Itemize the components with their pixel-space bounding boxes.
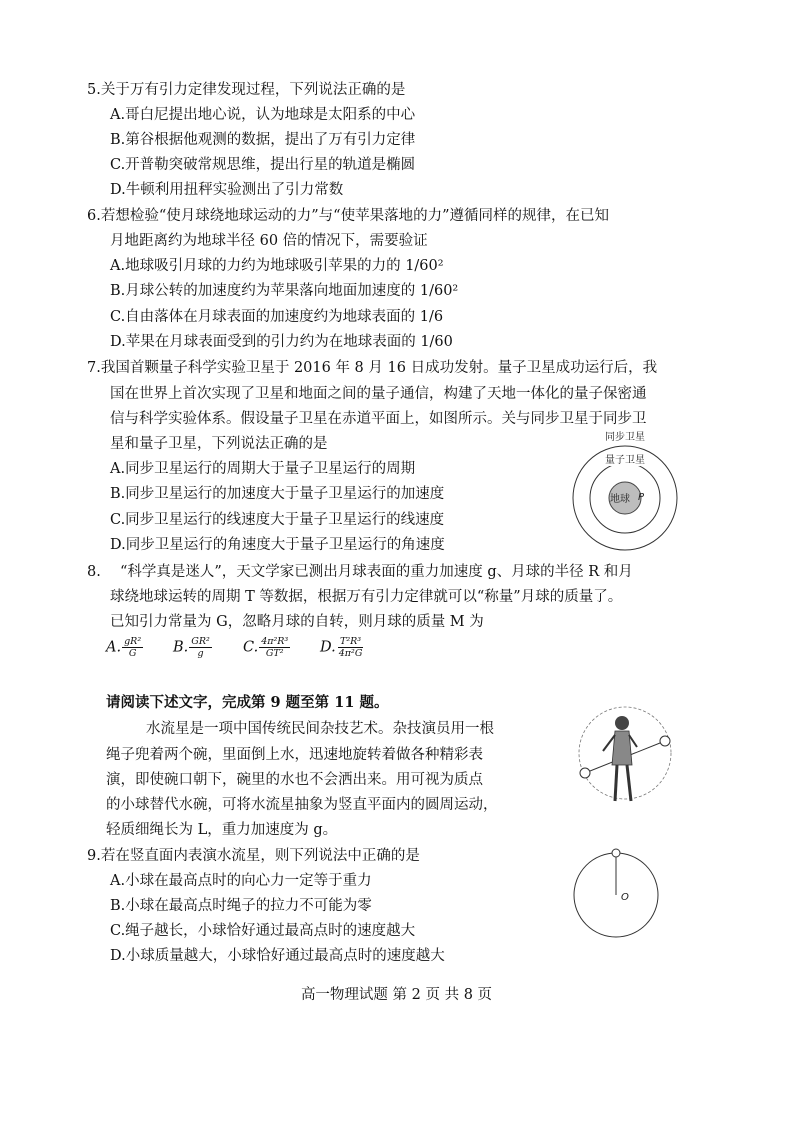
- performer-head: [615, 716, 629, 730]
- q6-stem-line2: 月地距离约为地球半径 60 倍的情况下，需要验证: [110, 233, 428, 249]
- water-meteor-performer-illustration: [575, 703, 675, 813]
- q5-option-b: B.第谷根据他观测的数据，提出了万有引力定律: [110, 132, 416, 148]
- q8-a-label: A.: [106, 639, 122, 656]
- bowl-left: [580, 768, 590, 778]
- q8-option-b: [173, 636, 212, 659]
- q7-stem-line2: 国在世界上首次实现了卫星和地面之间的量子通信，构建了天地一体化的量子保密通: [110, 386, 647, 402]
- bowl-right: [660, 736, 670, 746]
- q8-stem-line2: 球绕地球运转的周期 T 等数据，根据万有引力定律就可以“称量”月球的质量了。: [110, 589, 623, 605]
- q8-c-numerator: 4π²R³: [261, 636, 289, 647]
- q8-d-label: D.: [320, 639, 336, 656]
- q8-option-c: [243, 636, 290, 659]
- q8-c-fraction: [259, 636, 290, 659]
- q8-option-a: [106, 636, 143, 659]
- q8-b-fraction: [189, 636, 212, 659]
- q8-d-fraction: [337, 636, 365, 659]
- q9-option-b: B.小球在最高点时绳子的拉力不可能为零: [110, 898, 372, 914]
- q8-b-denominator: g: [197, 648, 204, 659]
- q6-stem-line1: 6.若想检验“使月球绕地球运动的力”与“使苹果落地的力”遵循同样的规律，在已知: [87, 208, 609, 224]
- q8-d-denominator: 4π²G: [338, 648, 363, 659]
- ball-at-top: [612, 849, 620, 857]
- q7-stem-line1: 7.我国首颗量子科学实验卫星于 2016 年 8 月 16 日成功发射。量子卫星成功运行后，我: [87, 360, 658, 376]
- q8-a-denominator: G: [128, 648, 137, 659]
- q9-option-d: D.小球质量越大，小球恰好通过最高点时的速度越大: [110, 948, 445, 964]
- q6-option-a: A.地球吸引月球的力约为地球吸引苹果的力的 1/60²: [110, 258, 444, 274]
- q8-b-numerator: GR²: [191, 636, 210, 647]
- q5-option-a: A.哥白尼提出地心说，认为地球是太阳系的中心: [110, 107, 416, 123]
- q6-option-d: D.苹果在月球表面受到的引力约为在地球表面的 1/60: [110, 334, 453, 350]
- q5-option-c: C.开普勒突破常规思维，提出行星的轨道是椭圆: [110, 157, 416, 173]
- q7-stem-line4: 星和量子卫星，下列说法正确的是: [110, 436, 328, 452]
- q9-stem: 9.若在竖直面内表演水流星，则下列说法中正确的是: [87, 848, 420, 864]
- passage-line5: 轻质细绳长为 L，重力加速度为 g。: [106, 822, 338, 838]
- passage-line3: 演，即使碗口朝下，碗里的水也不会洒出来。用可视为质点: [106, 772, 483, 788]
- q6-option-b: B.月球公转的加速度约为苹果落向地面加速度的 1/60²: [110, 283, 459, 299]
- quantum-satellite-label: 量子卫星: [605, 455, 645, 466]
- earth-label: 地球: [610, 494, 630, 505]
- satellite-orbit-figure: [565, 428, 685, 556]
- q8-option-d: [320, 636, 364, 659]
- q8-c-denominator: GT²: [265, 648, 284, 659]
- q5-stem: 5.关于万有引力定律发现过程，下列说法正确的是: [87, 82, 406, 98]
- q9-option-a: A.小球在最高点时的向心力一定等于重力: [110, 873, 372, 889]
- q7-option-c: C.同步卫星运行的线速度大于量子卫星运行的线速度: [110, 512, 445, 528]
- q9-option-c: C.绳子越长，小球恰好通过最高点时的速度越大: [110, 923, 416, 939]
- sync-satellite-label: 同步卫星: [605, 432, 645, 443]
- q7-stem-line3: 信与科学实验体系。假设量子卫星在赤道平面上，如图所示。关与同步卫星于同步卫: [110, 411, 647, 427]
- q8-stem-line1: 8. “科学真是迷人”，天文学家已测出月球表面的重力加速度 g、月球的半径 R 和月: [87, 564, 633, 580]
- q8-c-label: C.: [243, 639, 259, 656]
- passage-line2: 绳子兜着两个碗，里面倒上水，迅速地旋转着做各种精彩表: [106, 747, 483, 763]
- q7-option-d: D.同步卫星运行的角速度大于量子卫星运行的角速度: [110, 537, 445, 553]
- q8-a-numerator: gR²: [124, 636, 142, 647]
- q8-b-label: B.: [173, 639, 189, 656]
- vertical-circle-figure: [568, 843, 664, 943]
- point-p-label: P: [638, 492, 645, 503]
- passage-heading: 请阅读下述文字，完成第 9 题至第 11 题。: [106, 694, 389, 711]
- performer-leg-left: [615, 765, 617, 801]
- passage-line4: 的小球替代水碗，可将水流星抽象为竖直平面内的圆周运动，: [106, 797, 498, 813]
- q6-option-c: C.自由落体在月球表面的加速度约为地球表面的 1/6: [110, 309, 444, 325]
- q7-option-a: A.同步卫星运行的周期大于量子卫星运行的周期: [110, 461, 416, 477]
- page-footer: 高一物理试题 第 2 页 共 8 页: [300, 987, 493, 1003]
- q8-a-fraction: [122, 636, 143, 659]
- q8-stem-line3: 已知引力常量为 G，忽略月球的自转，则月球的质量 M 为: [110, 614, 484, 630]
- passage-line1: 水流星是一项中国传统民间杂技艺术。杂技演员用一根: [146, 721, 494, 737]
- q5-option-d: D.牛顿利用扭秤实验测出了引力常数: [110, 182, 344, 198]
- q8-d-numerator: T²R³: [340, 636, 362, 647]
- center-o-label: O: [621, 892, 629, 903]
- q7-option-b: B.同步卫星运行的加速度大于量子卫星运行的加速度: [110, 486, 445, 502]
- performer-leg-right: [627, 765, 631, 801]
